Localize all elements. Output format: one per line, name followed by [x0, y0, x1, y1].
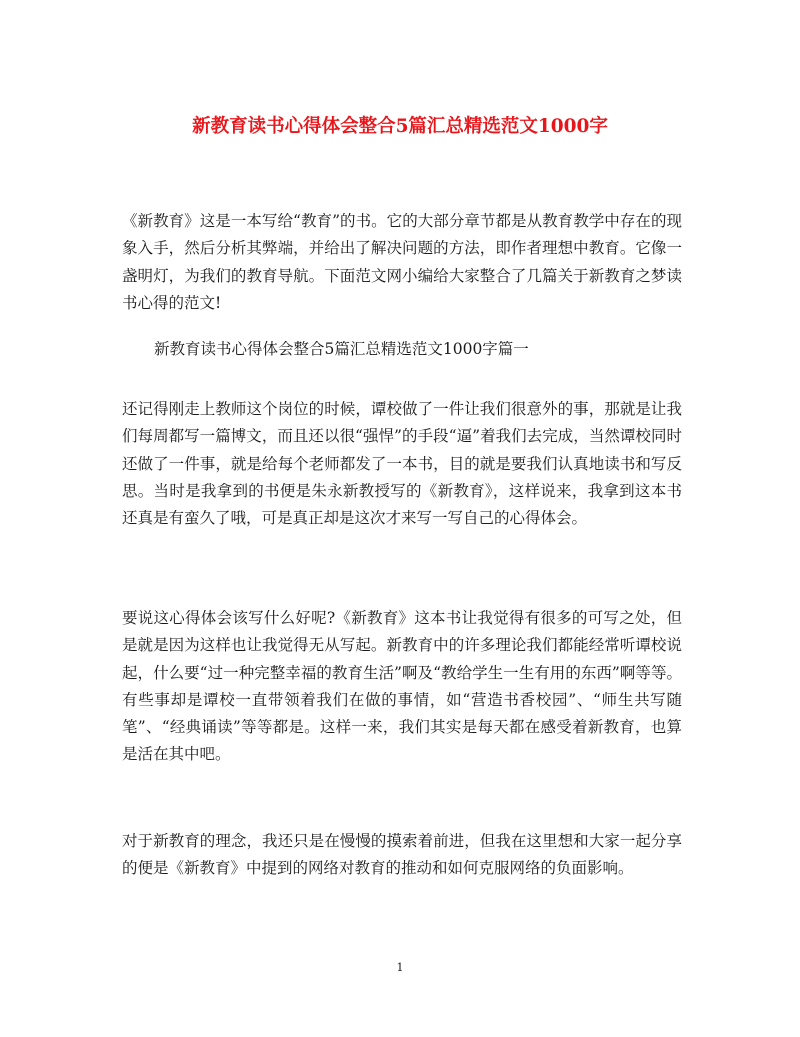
body-paragraph: 对于新教育的理念，我还只是在慢慢的摸索着前进，但我在这里想和大家一起分享的便是《新教育》中提到的网络对教育的推动和如何克服网络的负面影响。 [122, 832, 682, 878]
page-number: 1 [396, 961, 404, 974]
body-paragraph: 要说这心得体会该写什么好呢?《新教育》这本书让我觉得有很多的可写之处，但是就是因为这样也让我觉得无从写起。新教育中的许多理论我们都能经常听谭校说起，什么要“过一种完整幸福的教育生活”啊及“教给学生一生有用的东西”啊等等。有些事却是谭校一直带领着我们在做的事情，如“营造书香校园”、“师生共写随笔”、“经典诵读”等等都是。这样一来，我们其实是每天都在感受着新教育，也算是活在其中吧。 [122, 609, 682, 764]
document-title: 新教育读书心得体会整合5篇汇总精选范文1000字 [192, 116, 608, 137]
section-heading: 新教育读书心得体会整合5篇汇总精选范文1000字篇一 [154, 340, 529, 358]
body-paragraph: 还记得刚走上教师这个岗位的时候，谭校做了一件让我们很意外的事，那就是让我们每周都写一篇博文，而且还以很“强悍”的手段“逼”着我们去完成，当然谭校同时还做了一件事，就是给每个老师都发了一本书，目的就是要我们认真地读书和写反思。当时是我拿到的书便是朱永新教授写的《新教育》，这样说来，我拿到这本书还真是有蛮久了哦，可是真正却是这次才来写一写自己的心得体会。 [122, 400, 682, 528]
intro-paragraph: 《新教育》这是一本写给“教育”的书。它的大部分章节都是从教育教学中存在的现象入手，然后分析其弊端，并给出了解决问题的方法，即作者理想中教育。它像一盏明灯，为我们的教育导航。下面范文网小编给大家整合了几篇关于新教育之梦读书心得的范文! [122, 212, 682, 312]
